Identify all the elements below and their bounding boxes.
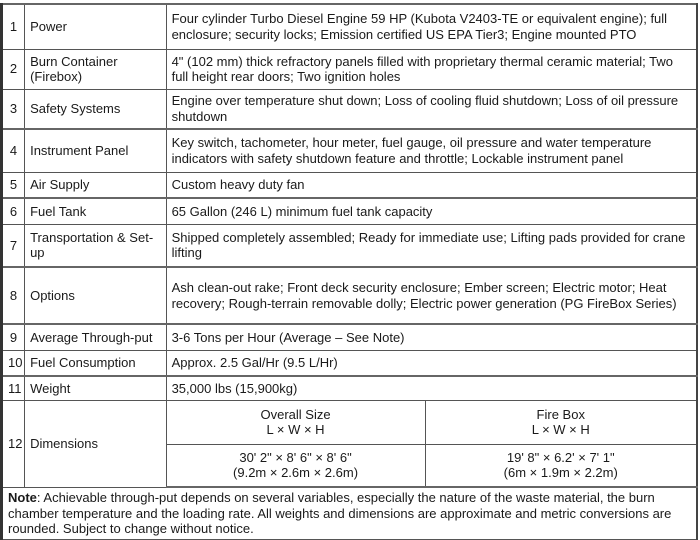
row-description: Engine over temperature shut down; Loss of cooling fluid shutdown; Loss of oil pressure shutdown — [166, 89, 697, 129]
firebox-size-imperial: 19' 8" × 6.2' × 7' 1" — [506, 449, 615, 465]
firebox-size-metric: (6m × 1.9m × 2.2m) — [503, 465, 618, 481]
row-label: Dimensions — [25, 400, 167, 487]
row-description: Four cylinder Turbo Diesel Engine 59 HP (Kubota V2403-TE or equivalent engine); full enclosure; security locks; Emission certified US EPA Tier3; Engine mounted PTO — [166, 4, 697, 49]
row-label: Safety Systems — [25, 89, 167, 129]
row-number: 3 — [2, 89, 25, 129]
table-row — [2, 89, 698, 129]
table-row — [2, 198, 698, 224]
row-number: 1 — [2, 4, 25, 49]
row-description: Ash clean-out rake; Front deck security enclosure; Ember screen; Electric motor; Heat recovery; Rough-terrain removable dolly; Electric power generation (PG FireBox Series) — [166, 267, 697, 324]
row-label: Fuel Tank — [25, 198, 167, 224]
row-description: Custom heavy duty fan — [166, 172, 697, 198]
row-label: Transportation & Set-up — [25, 224, 167, 267]
table-row — [2, 129, 698, 172]
row-number: 10 — [2, 350, 25, 376]
row-description: 4" (102 mm) thick refractory panels filled with proprietary thermal ceramic material; Two full height rear doors; Two ignition holes — [166, 49, 697, 89]
row-description: 35,000 lbs (15,900kg) — [166, 376, 697, 400]
table-row — [2, 172, 698, 198]
overall-size-values — [166, 444, 425, 487]
table-row-dimensions — [2, 400, 698, 444]
table-row — [2, 224, 698, 267]
row-label: Burn Container (Firebox) — [25, 49, 167, 89]
row-description: Key switch, tachometer, hour meter, fuel gauge, oil pressure and water temperature indicators with safety shutdown feature and throttle; Lockable instrument panel — [166, 129, 697, 172]
overall-size-imperial: 30' 2" × 8' 6" × 8' 6" — [239, 449, 352, 465]
row-description: 3-6 Tons per Hour (Average – See Note) — [166, 324, 697, 350]
row-number: 6 — [2, 198, 25, 224]
table-row — [2, 376, 698, 400]
overall-size-header — [166, 400, 425, 444]
overall-size-metric: (9.2m × 2.6m × 2.6m) — [233, 465, 359, 481]
note-text — [2, 487, 698, 539]
row-label: Weight — [25, 376, 167, 400]
row-label: Average Through-put — [25, 324, 167, 350]
row-label: Air Supply — [25, 172, 167, 198]
table-row — [2, 4, 698, 49]
row-number: 7 — [2, 224, 25, 267]
note-prefix: Note — [8, 490, 37, 505]
row-number: 8 — [2, 267, 25, 324]
note-body: : Achievable through-put depends on several variables, especially the nature of the waste material, the burn chamber temperature and the loading rate. All weights and dimensions are approximate and metric conversions are rounded. Subject to change without notice. — [8, 490, 672, 536]
spec-table — [0, 3, 698, 540]
row-number: 11 — [2, 376, 25, 400]
firebox-size-header — [425, 400, 697, 444]
row-number: 12 — [2, 400, 25, 487]
row-label: Power — [25, 4, 167, 49]
overall-size-title: Overall Size — [260, 406, 331, 422]
row-description: Approx. 2.5 Gal/Hr (9.5 L/Hr) — [166, 350, 697, 376]
table-row — [2, 324, 698, 350]
firebox-size-values — [425, 444, 697, 487]
row-label: Options — [25, 267, 167, 324]
row-number: 5 — [2, 172, 25, 198]
row-description: Shipped completely assembled; Ready for immediate use; Lifting pads provided for crane lifting — [166, 224, 697, 267]
overall-size-axes: L × W × H — [266, 422, 325, 437]
table-row — [2, 267, 698, 324]
row-description: 65 Gallon (246 L) minimum fuel tank capacity — [166, 198, 697, 224]
firebox-size-axes: L × W × H — [531, 422, 590, 437]
table-row — [2, 49, 698, 89]
firebox-size-title: Fire Box — [536, 406, 585, 422]
row-number: 9 — [2, 324, 25, 350]
row-number: 4 — [2, 129, 25, 172]
row-number: 2 — [2, 49, 25, 89]
row-label: Fuel Consumption — [25, 350, 167, 376]
note-row — [2, 487, 698, 539]
table-row — [2, 350, 698, 376]
row-label: Instrument Panel — [25, 129, 167, 172]
